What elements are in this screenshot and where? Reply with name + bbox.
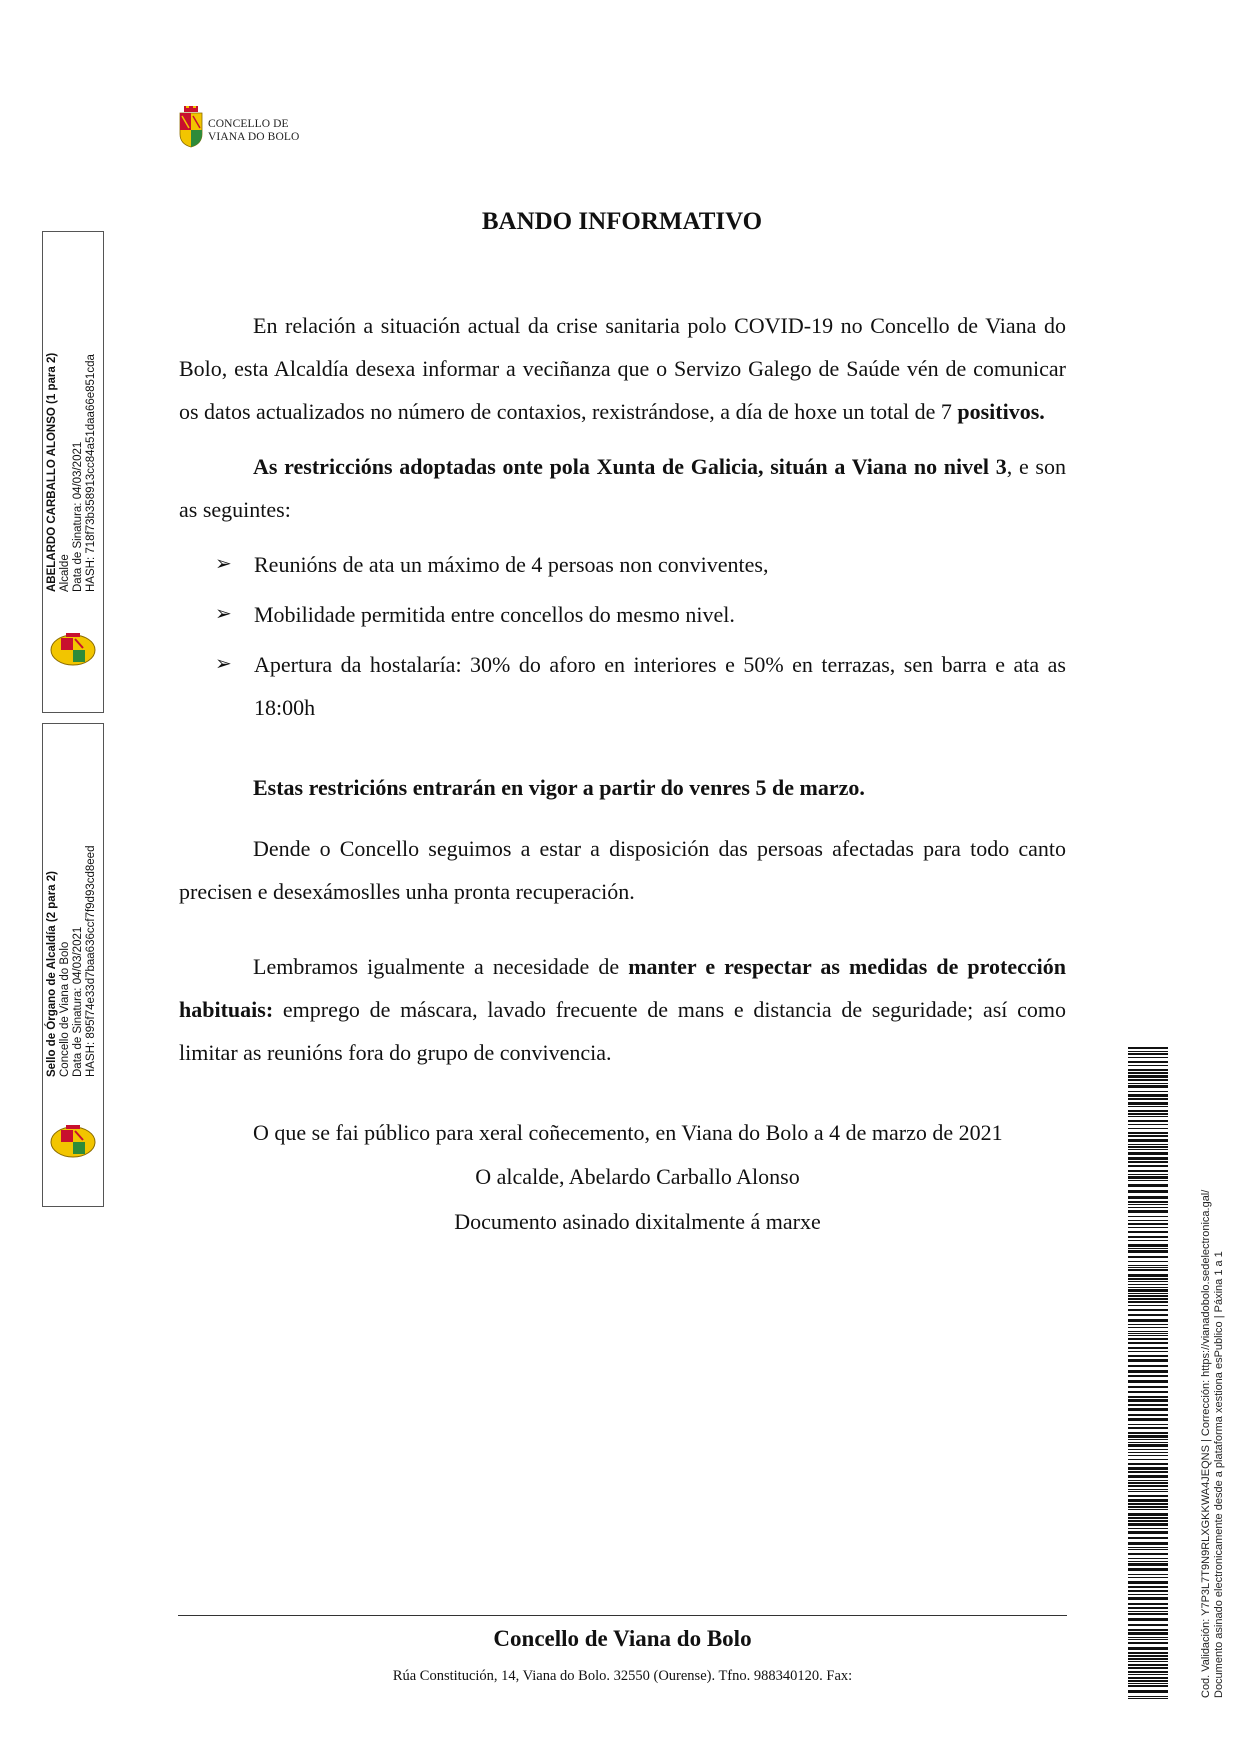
p1-text: En relación a situación actual da crise sanitaria polo COVID-19 no Concello de Viana do Bolo, esta Alcaldía desexa informar a veciñanza que o Servizo Galego de Saúde vén de comunicar os datos actualizados no número de contaxios, rexistrándose, a día de hoxe un total de 7 [179,313,1066,424]
signature-stamp-2 [42,723,104,1207]
coat-of-arms-icon [178,106,204,148]
signature-block [179,1154,1066,1244]
paragraph-availability: Dende o Concello seguimos a estar a disposición das persoas afectadas para todo canto precisen e desexámoslles unha pronta recuperación. [179,836,1066,904]
footer-divider [178,1615,1067,1616]
list-item: ➢ Mobilidade permitida entre concellos do mesmo nivel. [179,593,1066,636]
paragraph-covid-status [179,304,1066,433]
list-item: ➢ Apertura da hostalaría: 30% do aforo en interiores e 50% en terrazas, sen barra e ata as 18:00h [179,643,1066,729]
arrow-bullet-icon: ➢ [215,553,232,575]
concello-logo [178,104,318,152]
p2-bold: As restriccións adoptadas onte pola Xunta de Galicia, situán a Viana no nivel 3 [253,454,1007,479]
logo-line-1: CONCELLO DE [208,118,289,130]
logo-line-2: VIANA DO BOLO [208,131,300,143]
arrow-bullet-icon: ➢ [215,653,232,675]
footer-address: Rúa Constitución, 14, Viana do Bolo. 32550 (Ourense). Tfno. 988340120. Fax: [392,1668,853,1684]
document-title: BANDO INFORMATIVO [481,208,763,235]
paragraph-measures: Lembramos igualmente a necesidade de manter e respectar as medidas de protección habituais: emprego de máscara, lavado frecuente de mans e distancia de seguridade; así como limitar as reunións fora do grupo de convivencia. [179,954,1066,1065]
signature-stamp-1 [42,231,104,713]
footer-organization: Concello de Viana do Bolo [493,1626,752,1651]
restrictions-list [179,543,1066,729]
coat-of-arms-icon [49,632,97,668]
signature-note: Documento asinado dixitalmente á marxe [454,1209,821,1234]
p2-text: , e son as seguintes: [179,454,1066,522]
signature-stamp-text: Sello de Órgano de Alcaldía (2 para 2) Concello de Viana do Bolo Data de Sinatura: 04/03/2021 HASH: 895f74e33d7baa636ccf7f9d93cd8eed [46,845,97,1077]
signature-stamp-text: ABELARDO CARBALLO ALONSO (1 para 2) Alcalde Data de Sinatura: 04/03/2021 HASH: 718f73b358913cc84a51daa66e851cda [46,352,97,592]
paragraph-restrictions-intro [179,445,1066,531]
paragraph-publication: O que se fai público para xeral coñecemento, en Viana do Bolo a 4 de marzo de 2021 [253,1120,1003,1145]
coat-of-arms-icon [49,1124,97,1160]
document-body [179,304,1066,1244]
validation-barcode [1128,1047,1168,1699]
list-item: ➢ Reunións de ata un máximo de 4 persoas non conviventes, [179,543,1066,586]
paragraph-effective-date: Estas restricións entrarán en vigor a partir do venres 5 de marzo. [253,775,865,800]
arrow-bullet-icon: ➢ [215,603,232,625]
logo-text [208,118,299,144]
signer-line: O alcalde, Abelardo Carballo Alonso [475,1164,800,1189]
p1-bold: positivos. [957,399,1045,424]
validation-text: Cod. Validación: Y7P3L7T9N9RLXGKKWA4JEQNS | Corrección: https://vianadobolo.sedelectronica.gal/ Documento asinado electronicamente desde a plataforma xestiona esPublico | Páxina 1 a 1 [1200,1189,1225,1698]
